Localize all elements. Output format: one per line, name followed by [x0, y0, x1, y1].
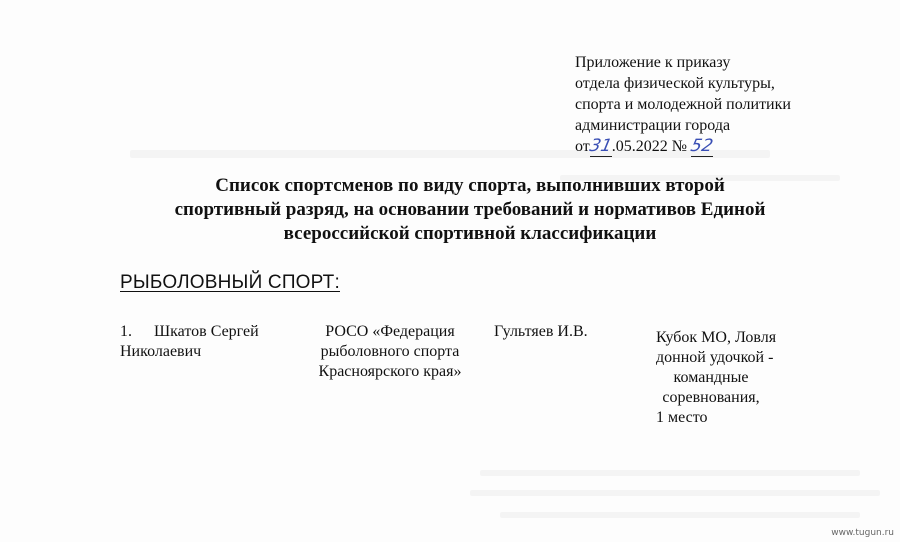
bleed-through: [480, 470, 860, 476]
athlete-organization-cell: [300, 322, 480, 382]
document-title: [120, 174, 820, 246]
event-line: соревнования,: [662, 389, 760, 406]
athlete-name-line: Николаевич: [120, 343, 202, 360]
bleed-through: [470, 490, 880, 496]
athlete-number: 1.: [120, 323, 132, 340]
appendix-block: [575, 52, 875, 157]
appendix-line: спорта и молодежной политики: [575, 96, 791, 113]
bleed-through: [500, 512, 860, 518]
title-line: спортивный разряд, на основании требований и нормативов Единой: [174, 199, 766, 220]
date-prefix: от: [575, 138, 590, 155]
appendix-line: администрации города: [575, 117, 731, 134]
order-number-field: [691, 137, 713, 157]
appendix-date-line: [575, 136, 875, 157]
section-heading: РЫБОЛОВНЫЙ СПОРТ:: [120, 272, 340, 293]
coach-name: Гультяев И.В.: [494, 323, 588, 340]
athlete-name-cell: [120, 322, 259, 362]
event-line: Кубок МО, Ловля: [656, 329, 777, 346]
organization-line: рыболовного спорта: [320, 343, 460, 360]
date-day-handwritten: 31: [587, 136, 614, 156]
site-watermark: www.tugun.ru: [831, 528, 894, 538]
organization-line: Красноярского края»: [318, 363, 462, 380]
title-line: всероссийской спортивной классификации: [283, 223, 657, 244]
order-number-handwritten: 52: [689, 136, 715, 156]
date-rest: .05.2022 №: [611, 138, 688, 155]
athlete-event-cell: [656, 328, 796, 428]
event-line: донной удочкой -: [656, 349, 774, 366]
athlete-coach-cell: [494, 322, 588, 342]
event-line: командные: [673, 369, 749, 386]
appendix-line: Приложение к приказу: [575, 54, 731, 71]
organization-line: РОСО «Федерация: [325, 323, 455, 340]
appendix-line: отдела физической культуры,: [575, 75, 775, 92]
date-day-field: [587, 136, 614, 157]
athlete-name-line: Шкатов Сергей: [154, 323, 259, 340]
event-line: 1 место: [656, 409, 708, 426]
title-line: Список спортсменов по виду спорта, выполнивших второй: [215, 175, 725, 196]
